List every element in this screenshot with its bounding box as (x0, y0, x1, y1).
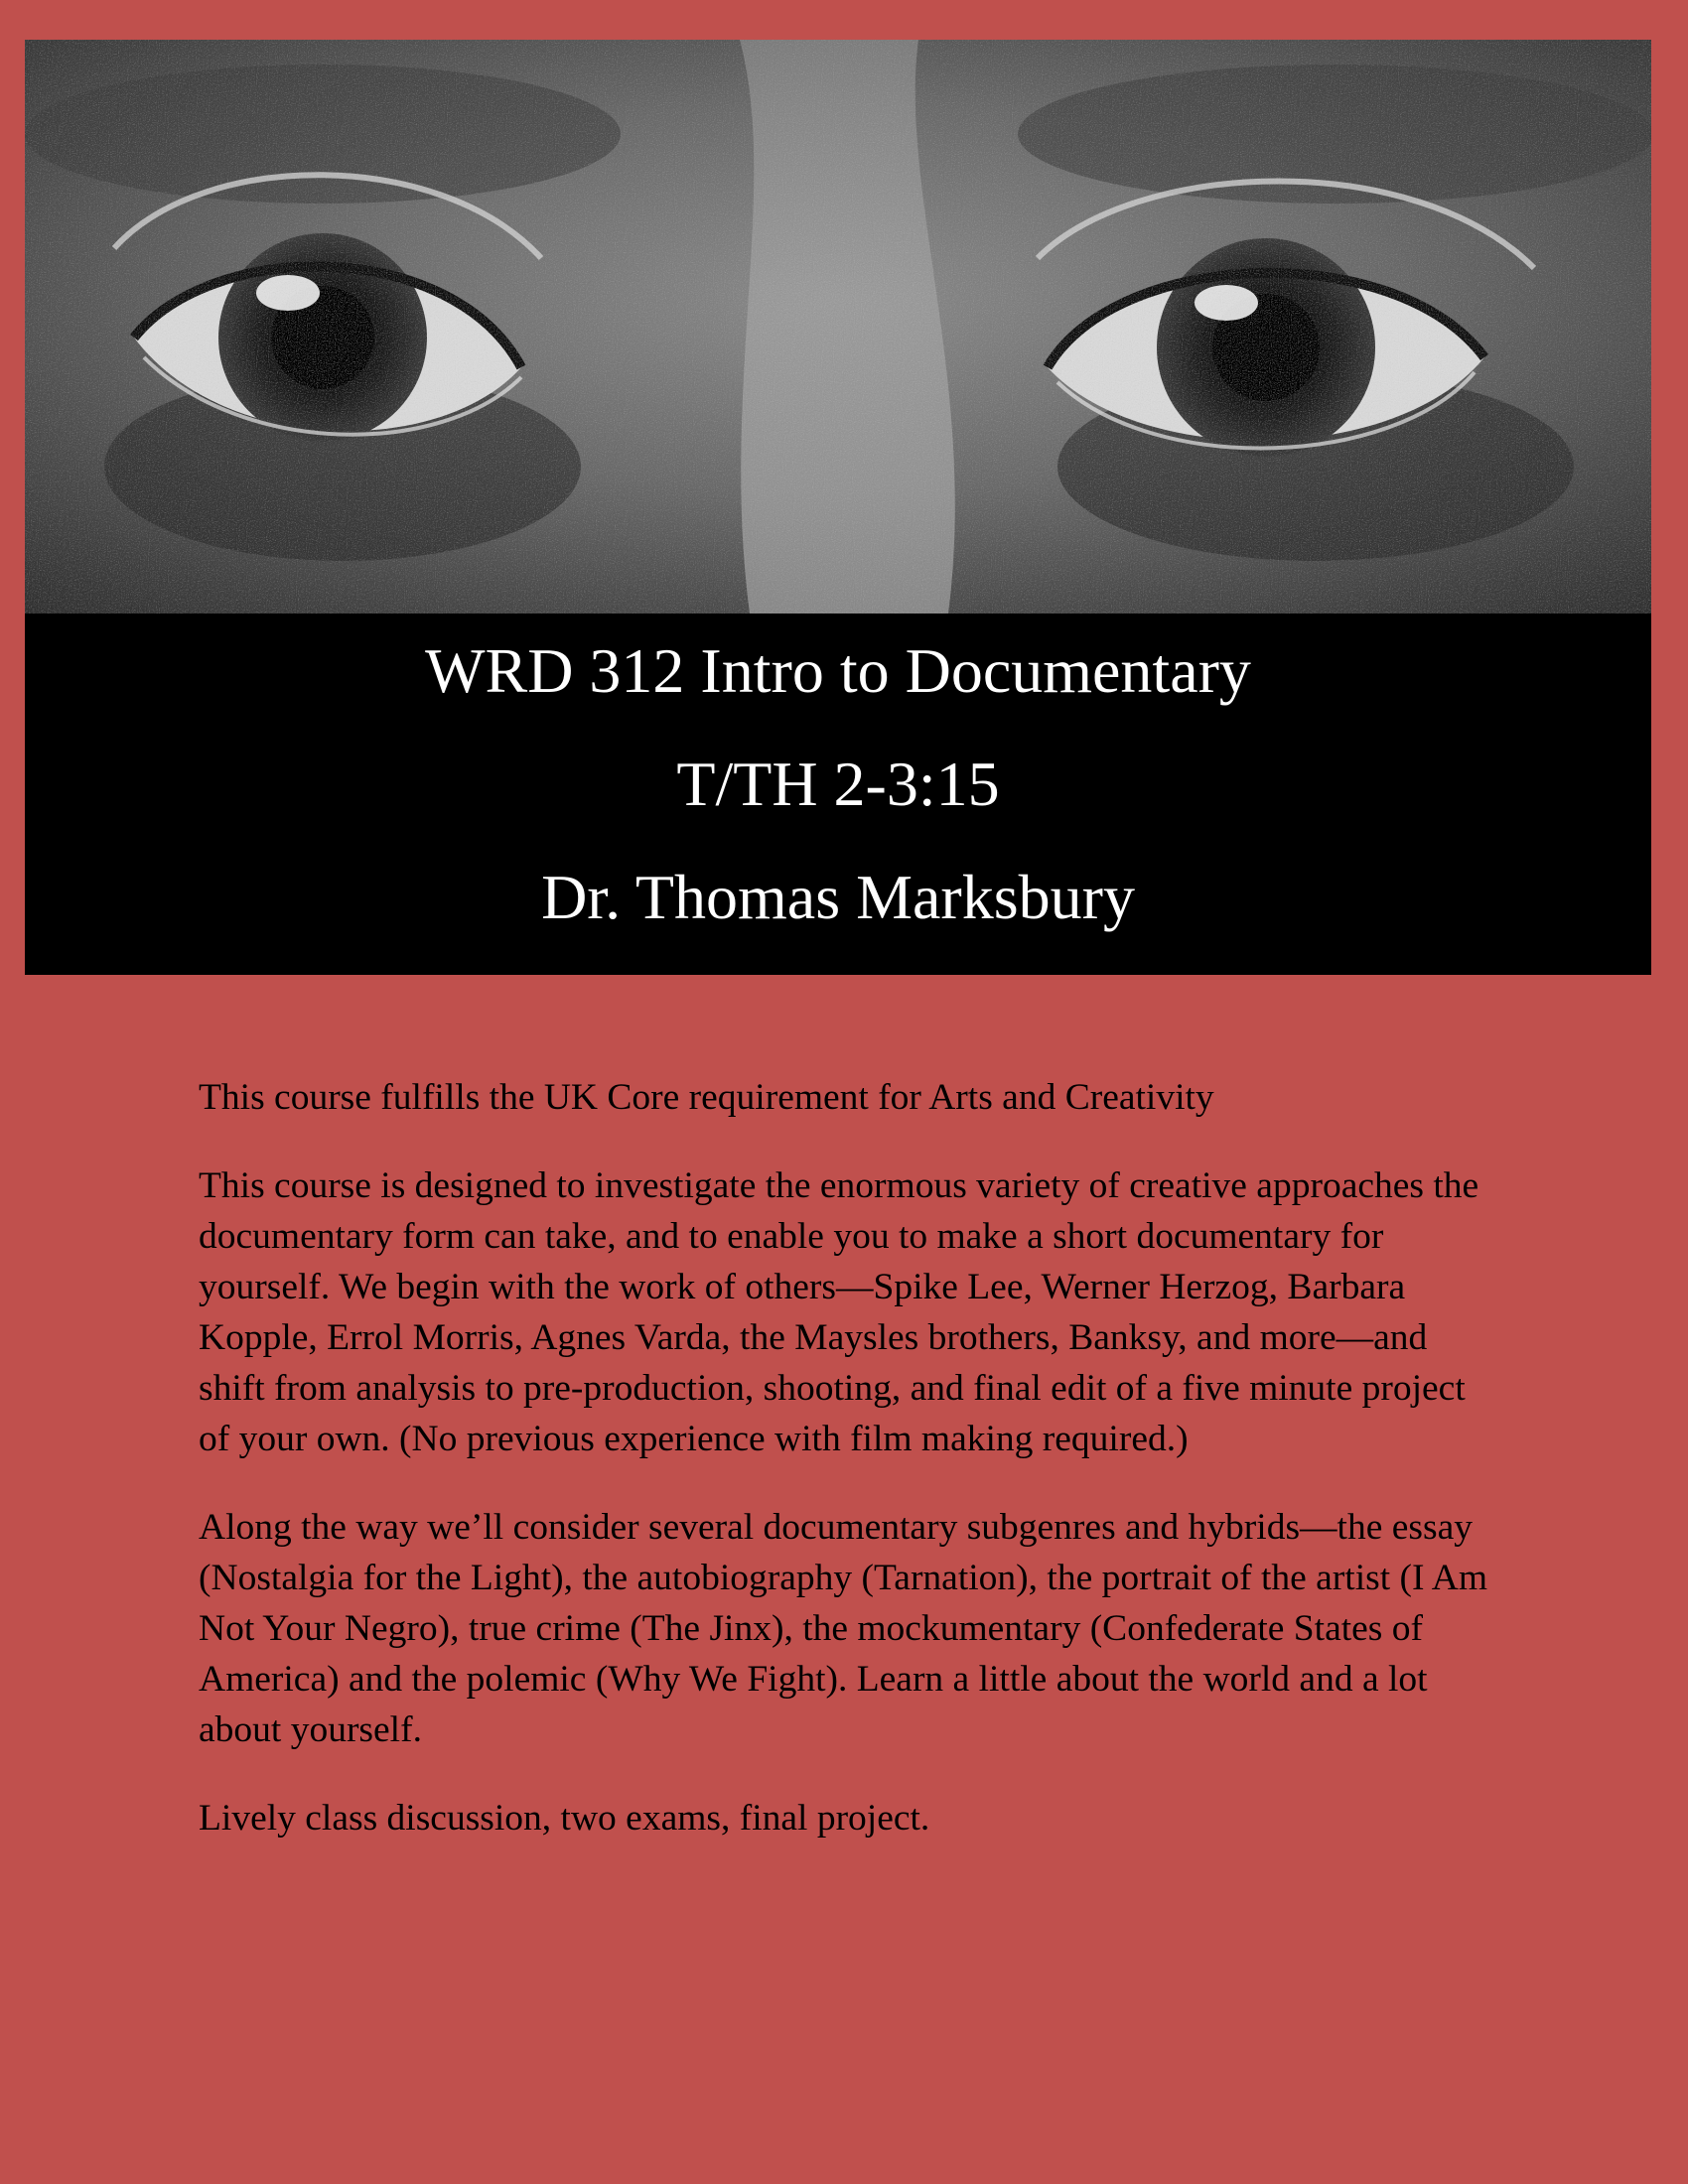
course-format-paragraph: Lively class discussion, two exams, final project. (199, 1798, 930, 1839)
title-band (25, 614, 1651, 975)
eyes-photo (25, 40, 1651, 614)
course-description (199, 1072, 1499, 1881)
core-requirement-paragraph: This course fulfills the UK Core requirement for Arts and Creativity (199, 1077, 1214, 1118)
eyes-closeup-image (25, 40, 1651, 614)
course-title: WRD 312 Intro to Documentary (425, 635, 1251, 706)
subgenres-paragraph: Along the way we’ll consider several documentary subgenres and hybrids—the essay (Nostalgia for the Light), the autobiography (Tarnation), the portrait of the artist (I Am Not Your Negro), true crime (The Jinx), the mockumentary (Confederate States of America) and the polemic (Why We Fight). Learn a little about the world and a lot about yourself. (199, 1507, 1488, 1750)
class-schedule: T/TH 2-3:15 (676, 749, 1000, 819)
course-overview-paragraph: This course is designed to investigate the enormous variety of creative approaches the documentary form can take, and to enable you to make a short documentary for yourself. We begin with the work of others—Spike Lee, Werner Herzog, Barbara Kopple, Errol Morris, Agnes Varda, the Maysles brothers, Banksy, and more—and shift from analysis to pre-production, shooting, and final edit of a five minute project of your own. (No previous experience with film making required.) (199, 1165, 1479, 1459)
instructor-name: Dr. Thomas Marksbury (541, 862, 1135, 932)
